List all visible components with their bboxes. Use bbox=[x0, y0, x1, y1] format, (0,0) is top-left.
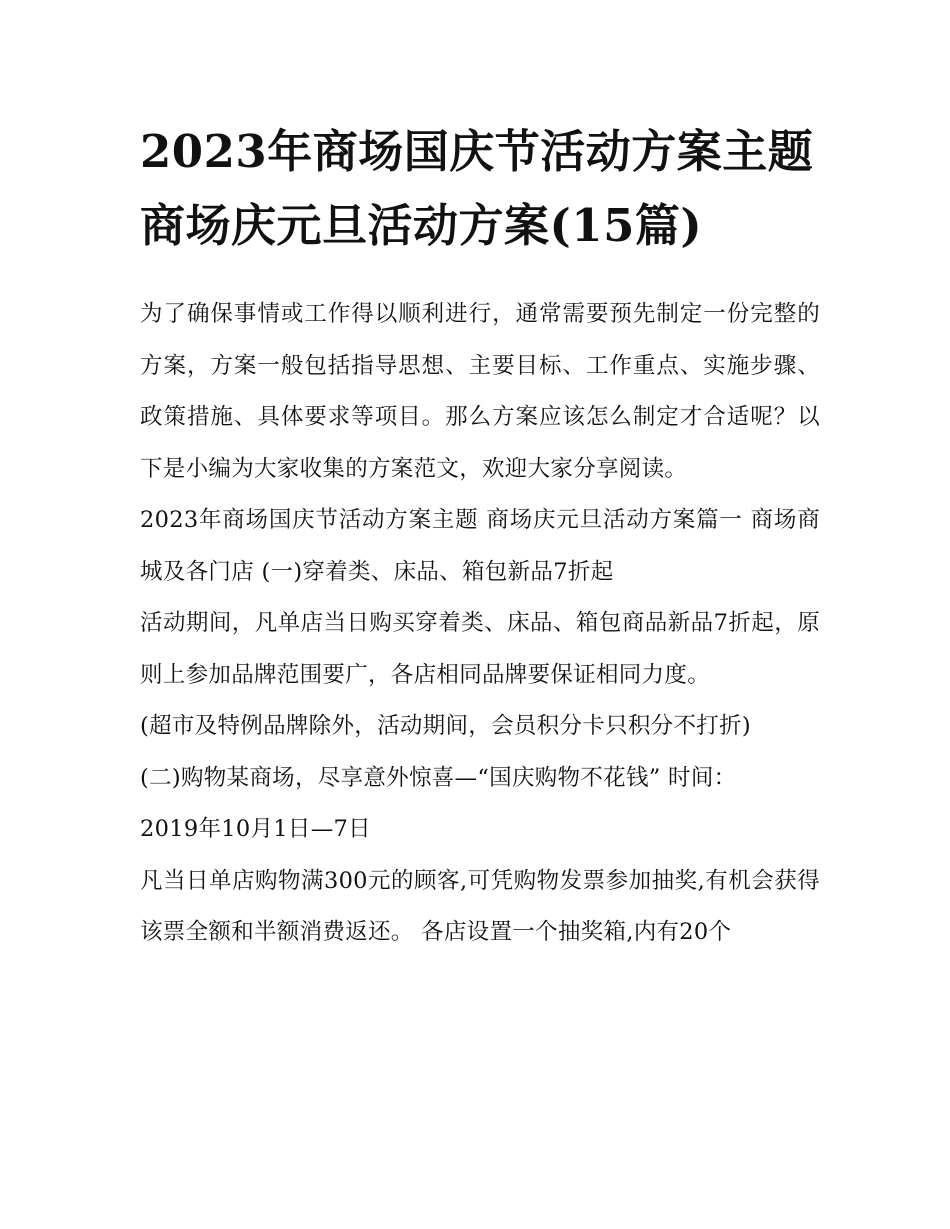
document-page bbox=[140, 115, 820, 959]
section-heading-paragraph: 2023年商场国庆节活动方案主题 商场庆元旦活动方案篇一 商场商城及各门店 (一)穿着类、床品、箱包新品7折起 bbox=[140, 507, 820, 585]
lottery-rules-paragraph: 凡当日单店购物满300元的顾客,可凭购物发票参加抽奖,有机会获得该票全额和半额消费返还。 各店设置一个抽奖箱,内有20个 bbox=[140, 867, 820, 945]
discount-paragraph: 活动期间，凡单店当日购买穿着类、床品、箱包商品新品7折起，原则上参加品牌范围要广，各店相同品牌要保证相同力度。 bbox=[140, 610, 820, 688]
document-body bbox=[140, 289, 820, 959]
event-date-paragraph: 2019年10月1日—7日 bbox=[140, 816, 371, 842]
intro-paragraph: 为了确保事情或工作得以顺利进行，通常需要预先制定一份完整的方案，方案一般包括指导思想、主要目标、工作重点、实施步骤、政策措施、具体要求等项目。那么方案应该怎么制定才合适呢？以下是小编为大家收集的方案范文，欢迎大家分享阅读。 bbox=[140, 301, 820, 482]
lottery-heading-paragraph: (二)购物某商场，尽享意外惊喜—“国庆购物不花钱” 时间： bbox=[140, 764, 737, 791]
document-title: 2023年商场国庆节活动方案主题 商场庆元旦活动方案(15篇) bbox=[140, 125, 814, 252]
exclusion-note-paragraph: (超市及特例品牌除外，活动期间，会员积分卡只积分不打折) bbox=[140, 713, 751, 739]
